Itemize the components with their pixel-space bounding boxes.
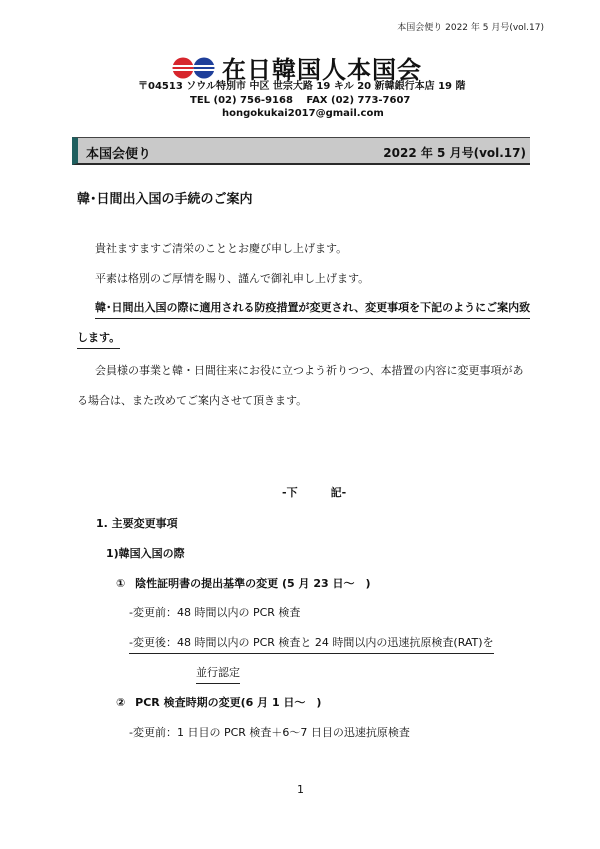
closing-paragraph-line-2: る場合は、また改めてご案内させて頂きます。 (77, 394, 308, 407)
item-1-title: 陰性証明書の提出基準の変更 (5 月 23 日～ ) (135, 577, 371, 590)
organization-name: 在日韓国人本国会 (222, 56, 422, 84)
greeting-paragraph-1: 貴社ますますご清栄のこととお慶び申し上げます。 (95, 242, 348, 255)
tel-fax-line: TEL (02) 756-9168 FAX (02) 773-7607 (190, 95, 411, 106)
newsletter-banner (72, 137, 530, 165)
address-line: 〒04513 ソウル特別市 中区 世宗大路 19 キル 20 新韓銀行本店 19 階 (138, 81, 466, 92)
email-line[interactable]: hongokukai2017@gmail.com (222, 108, 384, 119)
section-1-title: 1. 主要変更事項 (96, 517, 178, 530)
banner-title: 本国会便り (86, 147, 152, 162)
item-1-marker: ① (116, 577, 126, 590)
page-number: 1 (297, 783, 304, 796)
item-1-after-line-2: 並行認定 (196, 664, 240, 684)
notice-paragraph-line-2: します。 (77, 329, 120, 349)
document-subject: 韓･日間出入国の手続のご案内 (77, 192, 253, 207)
item-2-marker: ② (116, 696, 126, 709)
item-2 (116, 694, 321, 710)
notice-paragraph-line-1: 韓･日間出入国の際に適用される防疫措置が変更され、変更事項を下記のようにご案内致 (95, 299, 530, 319)
closing-paragraph-line-1: 会員様の事業と韓・日間往来にお役に立つよう祈りつつ、本措置の内容に変更事項があ (95, 364, 524, 377)
header-note: 本国会便り 2022 年 5 月号(vol.17) (397, 23, 544, 33)
subsection-korea-entry-title: 1)韓国入国の際 (106, 547, 185, 560)
item-2-before: -変更前：1 日目の PCR 検査＋6～7 日目の迅速抗原検査 (129, 726, 410, 739)
item-1-before: -変更前：48 時間以内の PCR 検査 (129, 606, 301, 619)
item-2-title: PCR 検査時期の変更(6 月 1 日～ ) (135, 696, 322, 709)
item-1 (116, 575, 371, 591)
notice-heading: -下 記- (282, 486, 347, 499)
banner-issue: 2022 年 5 月号(vol.17) (383, 146, 526, 160)
greeting-paragraph-2: 平素は格別のご厚情を賜り、謹んで御礼申し上げます。 (95, 272, 370, 285)
logo-circles-icon (172, 56, 216, 80)
item-1-after-line-1: -変更後：48 時間以内の PCR 検査と 24 時間以内の迅速抗原検査(RAT)を (129, 634, 494, 654)
